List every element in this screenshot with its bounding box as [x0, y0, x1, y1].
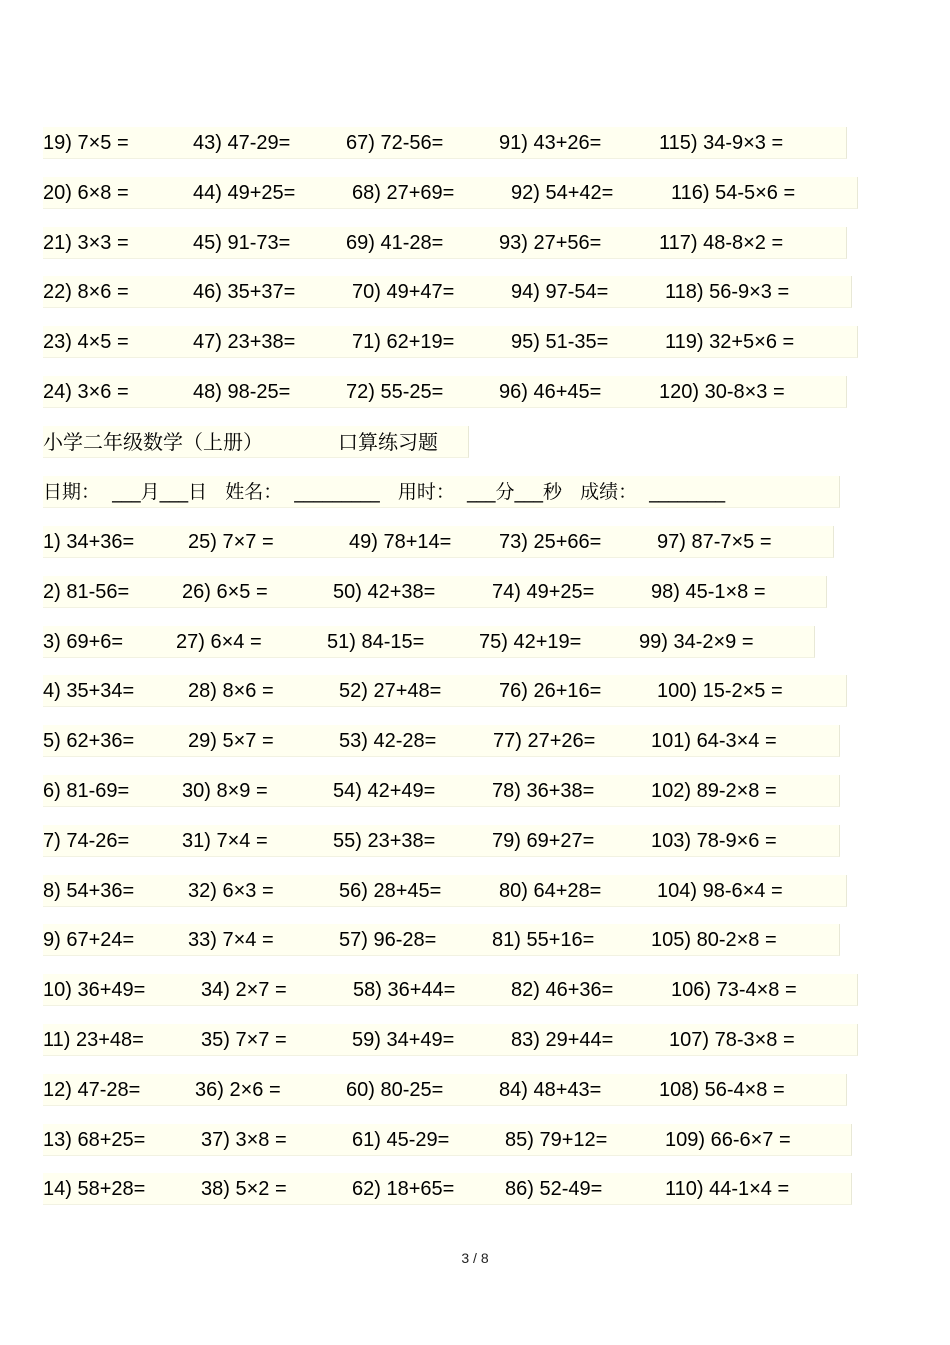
- problem-item: 54) 42+49=: [333, 780, 436, 802]
- problem-item: 73) 25+66=: [499, 531, 602, 553]
- worksheet-title-row: [43, 426, 469, 458]
- problem-item: 25) 7×7 =: [188, 531, 274, 553]
- problem-item: 28) 8×6 =: [188, 680, 274, 703]
- problem-item: 3) 69+6=: [43, 630, 124, 653]
- problem-item: 7) 74-26=: [43, 829, 130, 852]
- problem-item: 19) 7×5 =: [43, 132, 129, 154]
- problem-item: 53) 42-28=: [339, 730, 437, 753]
- problem-bottom-row: [43, 1074, 847, 1106]
- problem-item: 115) 34-9×3 =: [659, 132, 784, 154]
- problem-item: 96) 46+45=: [499, 381, 602, 403]
- problem-item: 43) 47-29=: [193, 132, 291, 154]
- problem-bottom-row: [43, 725, 840, 757]
- problem-item: 55) 23+38=: [333, 829, 436, 852]
- problem-item: 59) 34+49=: [352, 1029, 455, 1051]
- problem-item: 103) 78-9×6 =: [651, 829, 777, 852]
- problem-item: 72) 55-25=: [346, 381, 444, 403]
- problem-item: 13) 68+25=: [43, 1128, 146, 1151]
- problem-item: 71) 62+19=: [352, 331, 455, 354]
- problem-item: 45) 91-73=: [193, 231, 291, 254]
- problem-item: 21) 3×3 =: [43, 231, 129, 254]
- problem-item: 83) 29+44=: [511, 1029, 614, 1051]
- problem-item: 8) 54+36=: [43, 879, 135, 902]
- worksheet-title: 小学二年级数学（上册）: [43, 430, 263, 454]
- problem-item: 116) 54-5×6 =: [671, 181, 796, 204]
- problem-item: 120) 30-8×3 =: [659, 381, 785, 403]
- problem-bottom-row: [43, 775, 840, 807]
- problem-item: 67) 72-56=: [346, 132, 444, 154]
- problem-item: 29) 5×7 =: [188, 730, 274, 753]
- problem-item: 75) 42+19=: [479, 630, 582, 653]
- problem-item: 9) 67+24=: [43, 929, 135, 952]
- problem-item: 5) 62+36=: [43, 730, 135, 753]
- problem-item: 22) 8×6 =: [43, 281, 129, 304]
- problem-item: 57) 96-28=: [339, 929, 437, 952]
- problem-item: 78) 36+38=: [492, 780, 595, 802]
- problem-item: 109) 66-6×7 =: [665, 1128, 791, 1151]
- problem-item: 98) 45-1×8 =: [651, 580, 766, 603]
- problem-bottom-row: [43, 675, 847, 707]
- problem-bottom-row: [43, 576, 827, 608]
- problem-item: 60) 80-25=: [346, 1078, 444, 1101]
- problem-item: 44) 49+25=: [193, 181, 296, 204]
- problem-item: 10) 36+49=: [43, 979, 146, 1002]
- problem-bottom-row: [43, 526, 834, 558]
- worksheet-subtitle: 口算练习题: [338, 430, 438, 454]
- problem-item: 37) 3×8 =: [201, 1128, 287, 1151]
- problem-item: 104) 98-6×4 =: [657, 879, 783, 902]
- problem-item: 26) 6×5 =: [182, 580, 268, 603]
- problem-item: 119) 32+5×6 =: [665, 331, 795, 354]
- problem-item: 107) 78-3×8 =: [669, 1029, 795, 1051]
- student-info-line: 日期： ___月___日 姓名： _________ 用时： ___分___秒 成绩： ________: [43, 481, 726, 503]
- problem-item: 12) 47-28=: [43, 1078, 141, 1101]
- problem-item: 1) 34+36=: [43, 531, 135, 553]
- problem-item: 81) 55+16=: [492, 929, 595, 952]
- problem-item: 91) 43+26=: [499, 132, 602, 154]
- problem-bottom-row: [43, 626, 815, 658]
- problem-item: 86) 52-49=: [505, 1178, 603, 1201]
- problem-item: 24) 3×6 =: [43, 381, 129, 403]
- problem-item: 47) 23+38=: [193, 331, 296, 354]
- problem-top-row: [43, 376, 847, 408]
- problem-item: 74) 49+25=: [492, 580, 595, 603]
- problem-top-row: [43, 276, 852, 308]
- problem-item: 23) 4×5 =: [43, 331, 129, 354]
- problem-bottom-row: [43, 825, 840, 857]
- problem-item: 56) 28+45=: [339, 879, 442, 902]
- problem-item: 35) 7×7 =: [201, 1029, 287, 1051]
- problem-item: 85) 79+12=: [505, 1128, 608, 1151]
- problem-item: 110) 44-1×4 =: [665, 1178, 790, 1201]
- problem-item: 36) 2×6 =: [195, 1078, 281, 1101]
- problem-item: 62) 18+65=: [352, 1178, 455, 1201]
- problem-item: 31) 7×4 =: [182, 829, 268, 852]
- problem-item: 99) 34-2×9 =: [639, 630, 754, 653]
- problem-item: 117) 48-8×2 =: [659, 231, 784, 254]
- problem-item: 33) 7×4 =: [188, 929, 274, 952]
- page-number: 3 / 8: [461, 1250, 489, 1266]
- problem-bottom-row: [43, 924, 840, 956]
- problem-item: 102) 89-2×8 =: [651, 780, 777, 802]
- problem-item: 79) 69+27=: [492, 829, 595, 852]
- problem-item: 2) 81-56=: [43, 580, 130, 603]
- problem-item: 6) 81-69=: [43, 780, 130, 802]
- problem-item: 14) 58+28=: [43, 1178, 146, 1201]
- problem-item: 34) 2×7 =: [201, 979, 287, 1002]
- problem-item: 101) 64-3×4 =: [651, 730, 777, 753]
- problem-item: 30) 8×9 =: [182, 780, 268, 802]
- problem-bottom-row: [43, 1024, 858, 1056]
- problem-item: 61) 45-29=: [352, 1128, 450, 1151]
- problem-bottom-row: [43, 1124, 852, 1156]
- problem-item: 32) 6×3 =: [188, 879, 274, 902]
- problem-item: 97) 87-7×5 =: [657, 531, 772, 553]
- problem-item: 70) 49+47=: [352, 281, 455, 304]
- problem-bottom-row: [43, 875, 847, 907]
- problem-item: 100) 15-2×5 =: [657, 680, 783, 703]
- problem-bottom-row: [43, 974, 858, 1006]
- problem-item: 93) 27+56=: [499, 231, 602, 254]
- problem-item: 108) 56-4×8 =: [659, 1078, 785, 1101]
- problem-item: 52) 27+48=: [339, 680, 442, 703]
- problem-item: 106) 73-4×8 =: [671, 979, 797, 1002]
- problem-item: 48) 98-25=: [193, 381, 291, 403]
- problem-item: 51) 84-15=: [327, 630, 425, 653]
- problem-item: 84) 48+43=: [499, 1078, 602, 1101]
- problem-item: 76) 26+16=: [499, 680, 602, 703]
- problem-top-row: [43, 326, 858, 358]
- problem-item: 69) 41-28=: [346, 231, 444, 254]
- problem-top-row: [43, 127, 847, 159]
- problem-item: 27) 6×4 =: [176, 630, 262, 653]
- problem-item: 58) 36+44=: [353, 979, 456, 1002]
- problem-item: 4) 35+34=: [43, 680, 135, 703]
- problem-item: 94) 97-54=: [511, 281, 609, 304]
- problem-bottom-row: [43, 1173, 852, 1205]
- problem-item: 68) 27+69=: [352, 181, 455, 204]
- problem-item: 46) 35+37=: [193, 281, 296, 304]
- problem-item: 11) 23+48=: [43, 1029, 144, 1051]
- problem-item: 118) 56-9×3 =: [665, 281, 790, 304]
- student-info-row: [43, 476, 840, 508]
- problem-item: 105) 80-2×8 =: [651, 929, 777, 952]
- problem-item: 80) 64+28=: [499, 879, 602, 902]
- problem-item: 95) 51-35=: [511, 331, 609, 354]
- problem-item: 77) 27+26=: [493, 730, 596, 753]
- problem-item: 38) 5×2 =: [201, 1178, 287, 1201]
- problem-item: 20) 6×8 =: [43, 181, 129, 204]
- problem-item: 82) 46+36=: [511, 979, 614, 1002]
- problem-top-row: [43, 227, 847, 259]
- problem-item: 50) 42+38=: [333, 580, 436, 603]
- problem-top-row: [43, 177, 858, 209]
- problem-item: 49) 78+14=: [349, 531, 452, 553]
- problem-item: 92) 54+42=: [511, 181, 614, 204]
